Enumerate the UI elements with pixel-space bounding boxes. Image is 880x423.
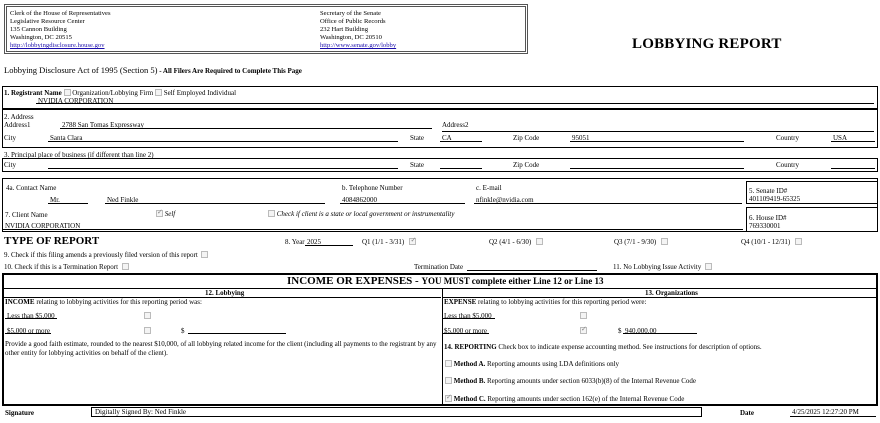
date-value: 4/25/2025 12:27:20 PM — [792, 408, 859, 416]
principal-country-underline — [831, 168, 875, 169]
registrant-row — [4, 89, 236, 97]
registrant-name: NVIDIA CORPORATION — [38, 97, 114, 105]
principal-section — [2, 158, 878, 172]
filing-offices-box — [4, 4, 528, 54]
house-id-label: 6. House ID# — [749, 214, 787, 222]
org-firm-label: Organization/Lobbying Firm — [72, 89, 154, 97]
income-less-underline — [5, 318, 57, 319]
registrant-label: 1. Registrant Name — [4, 89, 62, 97]
expense-intro — [444, 298, 646, 306]
method-a-text: Reporting amounts using LDA definitions only — [485, 360, 620, 368]
phone-label: b. Telephone Number — [342, 184, 403, 192]
expense-more-underline — [443, 333, 489, 334]
signature-field: Digitally Signed By: Ned Finkle — [91, 407, 702, 417]
email-label: c. E-mail — [476, 184, 502, 192]
state-local-checkbox[interactable] — [268, 210, 275, 217]
report-title: LOBBYING REPORT — [632, 36, 782, 52]
income-more-5000-checkbox[interactable] — [144, 327, 151, 334]
act-line — [4, 66, 302, 76]
zip-value: 95051 — [572, 134, 590, 142]
expense-less-5000-label: Less than $5,000 — [444, 312, 492, 320]
expense-amount: 940,000.00 — [625, 327, 657, 335]
q3-option — [614, 238, 668, 246]
ie-heading-note: YOU MUST complete either Line 12 or Line 13 — [421, 276, 604, 286]
self-option — [156, 210, 175, 218]
principal-city-label: City — [4, 161, 17, 169]
contact-prefix-underline — [48, 203, 88, 204]
zip-underline — [570, 141, 744, 142]
senate-address — [320, 10, 396, 50]
method-b-checkbox[interactable] — [445, 377, 452, 384]
org-firm-checkbox[interactable] — [64, 89, 71, 96]
principal-section-label: 3. Principal place of business (if different than line 2) — [4, 151, 154, 159]
contact-name-underline — [105, 203, 325, 204]
q4-option — [741, 238, 802, 246]
contact-prefix: Mr. — [50, 196, 60, 204]
address1-underline — [60, 128, 432, 129]
ie-divider — [3, 288, 877, 289]
senate-line: Washington, DC 20510 — [320, 34, 382, 41]
method-a-option — [445, 360, 619, 368]
income-expenses-heading — [287, 275, 603, 288]
expense-more-5000-checkbox[interactable] — [580, 327, 587, 334]
income-more-underline — [5, 333, 51, 334]
no-activity-option — [613, 263, 712, 271]
income-less-5000-checkbox[interactable] — [144, 312, 151, 319]
self-employed-label: Self Employed Individual — [163, 89, 237, 97]
self-checkbox[interactable] — [156, 210, 163, 217]
method-b-option — [445, 377, 696, 385]
house-line: Washington, DC 20515 — [10, 34, 72, 41]
q2-checkbox[interactable] — [536, 238, 543, 245]
senate-id-value: 401109419-65325 — [749, 195, 801, 203]
income-estimate-text: Provide a good faith estimate, rounded to the nearest $10,000, of all lobbying related income for the client (including all payments to the registrant by any other entity for lobbying activities on behalf of the client). — [5, 340, 437, 357]
senate-line: 232 Hart Building — [320, 26, 368, 33]
email-value: nfinkle@nvidia.com — [476, 196, 534, 204]
q1-label: Q1 (1/1 - 3/31) — [362, 238, 405, 246]
client-label: 7. Client Name — [5, 211, 48, 219]
contact-label: 4a. Contact Name — [6, 184, 57, 192]
self-label: Self — [164, 210, 176, 218]
house-line: Clerk of the House of Representatives — [10, 10, 111, 17]
act-text: Lobbying Disclosure Act of 1995 (Section 5) — [4, 65, 158, 75]
method-a-bold: Method A. — [453, 360, 486, 368]
q3-checkbox[interactable] — [661, 238, 668, 245]
reporting-bold: 14. REPORTING — [444, 343, 497, 351]
year-value: 2025 — [307, 238, 321, 246]
country-underline — [831, 141, 875, 142]
house-line: Legislative Resource Center — [10, 18, 85, 25]
termination-checkbox[interactable] — [122, 263, 129, 270]
expense-text: relating to lobbying activities for this reporting period were: — [476, 298, 647, 306]
state-value: CA — [442, 134, 452, 142]
expense-less-underline — [443, 318, 495, 319]
q1-checkbox[interactable] — [409, 238, 416, 245]
income-bold: INCOME — [5, 298, 35, 306]
termination-date-underline — [467, 270, 597, 271]
address1-label: Address1 — [4, 121, 31, 129]
q2-label: Q2 (4/1 - 6/30) — [489, 238, 532, 246]
state-local-label: Check if client is a state or local government or instrumentality — [276, 210, 455, 218]
method-b-text: Reporting amounts under section 6033(b)(8) of the Internal Revenue Code — [485, 377, 696, 385]
senate-line: Office of Public Records — [320, 18, 386, 25]
q2-option — [489, 238, 543, 246]
q4-label: Q4 (10/1 - 12/31) — [741, 238, 791, 246]
lobbying-title: 12. Lobbying — [205, 289, 245, 297]
q4-checkbox[interactable] — [795, 238, 802, 245]
reporting-text: Check box to indicate expense accounting method. See instructions for description of options. — [496, 343, 762, 351]
state-local-option — [268, 210, 454, 218]
signature-label: Signature — [5, 409, 35, 417]
income-less-5000-label: Less than $5,000 — [7, 312, 55, 320]
income-dollar-sign: $ — [181, 327, 185, 335]
q1-option — [362, 238, 416, 246]
city-value: Santa Clara — [50, 134, 83, 142]
amend-option — [4, 251, 208, 259]
date-label: Date — [740, 409, 754, 417]
country-value: USA — [833, 134, 848, 142]
expense-less-5000-checkbox[interactable] — [580, 312, 587, 319]
organizations-title: 13. Organizations — [645, 289, 698, 297]
principal-state-label: State — [410, 161, 424, 169]
amend-label: 9. Check if this filing amends a previously filed version of this report — [4, 251, 198, 259]
phone-underline — [340, 203, 465, 204]
principal-state-underline — [440, 168, 482, 169]
no-activity-label: 11. No Lobbying Issue Activity — [613, 263, 702, 271]
address-section-label: 2. Address — [4, 113, 34, 121]
senate-id-label: 5. Senate ID# — [749, 187, 788, 195]
expense-dollar-sign: $ — [618, 327, 622, 335]
house-id-value: 769330001 — [749, 222, 781, 230]
reporting-line — [444, 343, 762, 351]
email-underline — [474, 203, 742, 204]
address2-label: Address2 — [442, 121, 469, 129]
house-link[interactable]: http://lobbyingdisclosure.house.gov — [10, 42, 105, 49]
expense-amount-underline — [623, 333, 697, 334]
method-b-bold: Method B. — [453, 377, 486, 385]
year-label: 8. Year — [285, 238, 305, 246]
principal-zip-label: Zip Code — [513, 161, 540, 169]
zip-label: Zip Code — [513, 134, 540, 142]
ie-column-divider — [442, 288, 443, 405]
amend-checkbox[interactable] — [201, 251, 208, 258]
principal-city-underline — [48, 168, 398, 169]
termination-option — [4, 263, 129, 271]
method-c-option — [445, 395, 684, 403]
act-note: - All Filers Are Required to Complete This Page — [157, 67, 302, 75]
self-employed-checkbox[interactable] — [155, 89, 162, 96]
address2-underline — [442, 131, 874, 132]
income-text: relating to lobbying activities for this reporting period was: — [34, 298, 202, 306]
expense-bold: EXPENSE — [444, 298, 477, 306]
no-activity-checkbox[interactable] — [705, 263, 712, 270]
state-underline — [440, 141, 482, 142]
income-more-5000-label: $5,000 or more — [7, 327, 50, 335]
method-c-bold: Method C. — [453, 395, 486, 403]
client-name: NVIDIA CORPORATION — [5, 222, 81, 230]
expense-more-5000-label: $5,000 or more — [444, 327, 487, 335]
country-label: Country — [776, 134, 799, 142]
method-a-checkbox[interactable] — [445, 360, 452, 367]
method-c-checkbox[interactable] — [445, 395, 452, 402]
client-name-underline — [3, 229, 743, 230]
principal-country-label: Country — [776, 161, 799, 169]
house-line: 135 Cannon Building — [10, 26, 67, 33]
income-intro — [5, 298, 202, 306]
phone-value: 4084862000 — [342, 196, 377, 204]
year-underline — [305, 245, 353, 246]
termination-label: 10. Check if this is a Termination Report — [4, 263, 119, 271]
state-label: State — [410, 134, 424, 142]
type-of-report-heading: TYPE OF REPORT — [4, 235, 100, 247]
q3-label: Q3 (7/1 - 9/30) — [614, 238, 657, 246]
house-address — [10, 10, 111, 50]
registrant-underline — [36, 103, 874, 104]
address1-value: 2788 San Tomas Expressway — [62, 121, 145, 129]
contact-name: Ned Finkle — [107, 196, 139, 204]
termination-date-label: Termination Date — [414, 263, 464, 271]
principal-zip-underline — [570, 168, 744, 169]
date-underline — [790, 416, 876, 417]
city-label: City — [4, 134, 17, 142]
senate-link[interactable]: http://www.senate.gov/lobby — [320, 42, 397, 49]
method-c-text: Reporting amounts under section 162(e) of the Internal Revenue Code — [485, 395, 685, 403]
income-amount-underline — [188, 333, 286, 334]
city-underline — [48, 141, 398, 142]
ie-heading-main: INCOME OR EXPENSES - — [287, 275, 422, 287]
senate-line: Secretary of the Senate — [320, 10, 381, 17]
